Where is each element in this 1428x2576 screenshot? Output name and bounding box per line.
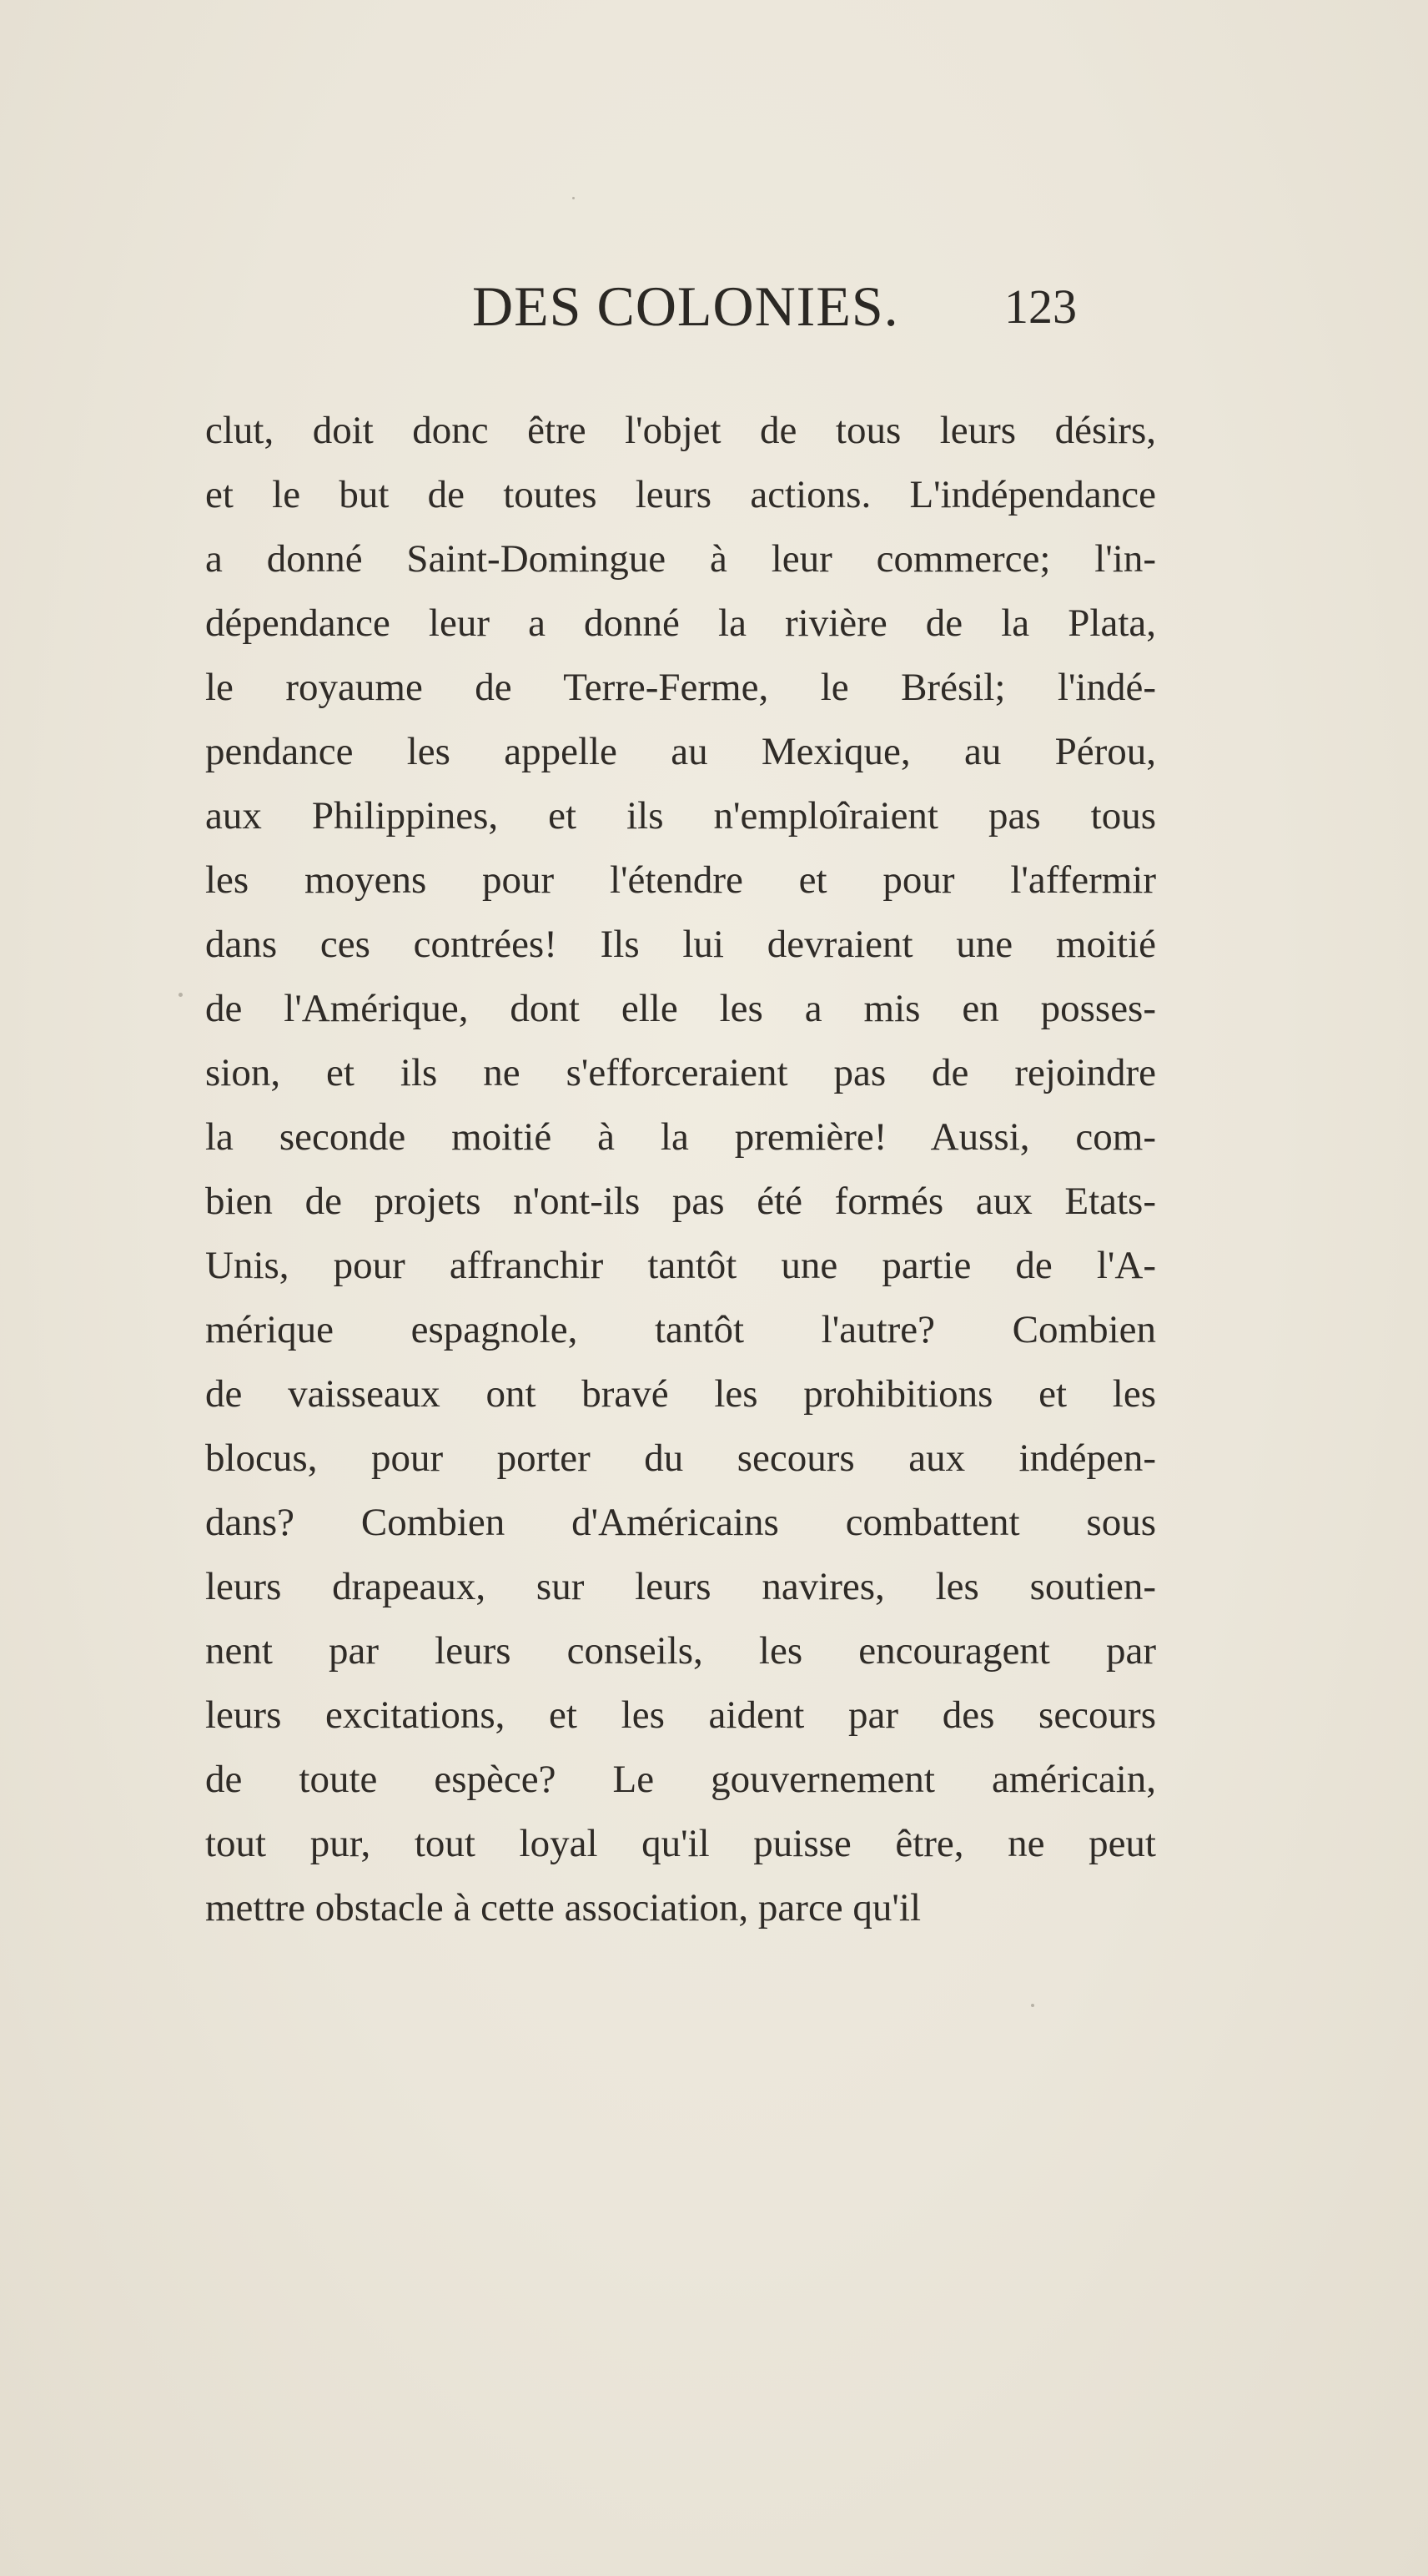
text-line: la seconde moitié à la première! Aussi, com- (205, 1115, 1156, 1159)
text-line: bien de projets n'ont-ils pas été formés aux Etats- (205, 1180, 1156, 1223)
text-line: leurs drapeaux, sur leurs navires, les soutien- (205, 1565, 1156, 1608)
text-line: aux Philippines, et ils n'emploîraient pas tous (205, 794, 1156, 838)
text-line: nent par leurs conseils, les encouragent par (205, 1629, 1156, 1673)
text-line: le royaume de Terre-Ferme, le Brésil; l'indé- (205, 666, 1156, 709)
text-line: mettre obstacle à cette association, parce qu'il (205, 1886, 922, 1929)
text-line: dépendance leur a donné la rivière de la Plata, (205, 601, 1156, 645)
text-line: de l'Amérique, dont elle les a mis en posses- (205, 987, 1156, 1030)
body-text (205, 399, 1156, 1940)
text-line: leurs excitations, et les aident par des secours (205, 1693, 1156, 1737)
text-line: et le but de toutes leurs actions. L'indépendance (205, 473, 1156, 516)
paper-speck (178, 993, 183, 997)
paper-speck (572, 197, 575, 199)
text-line: mérique espagnole, tantôt l'autre? Combien (205, 1308, 1156, 1351)
text-line: de vaisseaux ont bravé les prohibitions et les (205, 1372, 1156, 1416)
text-line: de toute espèce? Le gouvernement américain, (205, 1758, 1156, 1801)
text-line: a donné Saint-Domingue à leur commerce; l'in- (205, 537, 1156, 581)
running-title: DES COLONIES. (472, 274, 899, 338)
paper-speck (1031, 2004, 1034, 2007)
text-line: pendance les appelle au Mexique, au Pérou, (205, 730, 1156, 773)
text-line: tout pur, tout loyal qu'il puisse être, ne peut (205, 1822, 1156, 1865)
page-header (0, 274, 1428, 357)
text-line: Unis, pour affranchir tantôt une partie de l'A- (205, 1244, 1156, 1287)
text-line: dans ces contrées! Ils lui devraient une moitié (205, 923, 1156, 966)
text-line: les moyens pour l'étendre et pour l'affermir (205, 858, 1156, 902)
text-line: blocus, pour porter du secours aux indépen- (205, 1436, 1156, 1480)
text-line: clut, doit donc être l'objet de tous leurs désirs, (205, 409, 1156, 452)
text-line: dans? Combien d'Américains combattent sous (205, 1501, 1156, 1544)
text-line: sion, et ils ne s'efforceraient pas de rejoindre (205, 1051, 1156, 1094)
page-number: 123 (1004, 279, 1077, 334)
